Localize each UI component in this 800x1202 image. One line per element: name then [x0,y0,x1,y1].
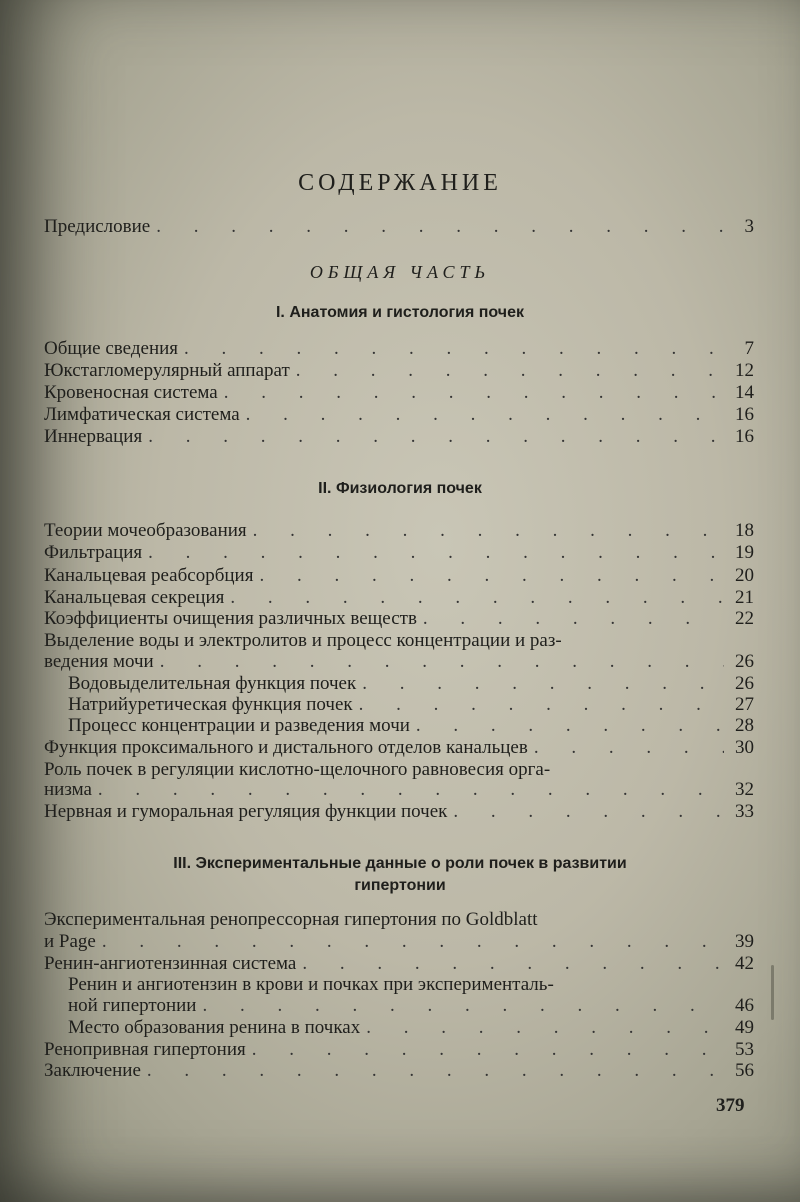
page-title: СОДЕРЖАНИЕ [298,170,502,196]
entry-page: 18 [735,520,754,541]
entry-page: 20 [735,565,754,586]
entry-page: 39 [735,931,754,952]
chapter-heading: III. Экспериментальные данные о роли почек в развитии [173,855,627,872]
leader-dots [147,1058,724,1084]
toc-entry-first-line: Роль почек в регуляции кислотно-щелочного равновесия орга- [44,759,551,780]
entry-label: Канальцевая секреция [44,587,225,608]
entry-page: 22 [735,608,754,629]
leader-dots [453,799,724,825]
chapter-heading: I. Анатомия и гистология почек [275,304,524,321]
entry-page: 12 [735,360,754,381]
entry-page: 14 [735,382,754,403]
entry-label: и Page [44,931,96,952]
entry-label: ной гипертонии [68,995,197,1016]
entry-page: 26 [735,673,754,694]
entry-page: 7 [744,338,754,359]
entry-page: 16 [735,404,754,425]
leader-dots [148,424,724,450]
entry-label: низма [44,779,92,800]
entry-label: Ренопривная гипертония [44,1039,246,1060]
entry-label: Фильтрация [44,542,143,563]
entry-label: Функция проксимального и дистального отделов канальцев [44,737,528,758]
entry-label: Канальцевая реабсорбция [44,565,254,586]
entry-label: Общие сведения [44,338,179,359]
entry-label: Нервная и гуморальная регуляция функции почек [44,801,448,822]
entry-label: Юкстагломерулярный аппарат [44,360,290,381]
entry-label: Теории мочеобразования [44,520,247,541]
entry-label: Лимфатическая система [44,404,240,425]
toc-entry [44,1058,754,1084]
entry-label: Процесс концентрации и разведения мочи [68,715,410,736]
entry-page: 46 [735,995,754,1016]
entry-label: Натрийуретическая функция почек [68,694,353,715]
entry-page: 21 [735,587,754,608]
entry-page: 32 [735,779,754,800]
entry-page: 19 [735,542,754,563]
entry-label: Водовыделительная функция почек [68,673,357,694]
entry-label: Предисловие [44,216,151,237]
entry-page: 28 [735,715,754,736]
entry-label: ведения мочи [44,651,154,672]
toc-entry-first-line: Выделение воды и электролитов и процесс концентрации и раз- [44,630,562,651]
entry-label: Место образования ренина в почках [68,1017,361,1038]
entry-label: Ренин-ангиотензинная система [44,953,297,974]
page-number: 379 [716,1095,745,1116]
toc-subentry-first-line: Ренин и ангиотензин в крови и почках при эксперименталь- [68,974,554,995]
toc-entry [44,799,754,825]
entry-page: 27 [735,694,754,715]
entry-page: 3 [744,216,754,237]
pencil-mark [771,965,774,1020]
entry-label: Иннервация [44,426,143,447]
entry-page: 42 [735,953,754,974]
leader-dots [156,214,724,240]
entry-label: Заключение [44,1060,141,1081]
entry-page: 30 [735,737,754,758]
chapter-heading-continued: гипертонии [354,877,446,894]
toc-entry-first-line: Экспериментальная ренопрессорная гипертония по Goldblatt [44,909,538,930]
toc-entry-preface [44,214,754,240]
entry-label: Коэффициенты очищения различных веществ [44,608,417,629]
chapter-heading: II. Физиология почек [318,480,482,497]
entry-label: Кровеносная система [44,382,218,403]
entry-page: 33 [735,801,754,822]
entry-page: 16 [735,426,754,447]
entry-page: 49 [735,1017,754,1038]
entry-page: 53 [735,1039,754,1060]
entry-page: 26 [735,651,754,672]
toc-entry [44,424,754,450]
entry-page: 56 [735,1060,754,1081]
part-heading: ОБЩАЯ ЧАСТЬ [309,262,491,282]
